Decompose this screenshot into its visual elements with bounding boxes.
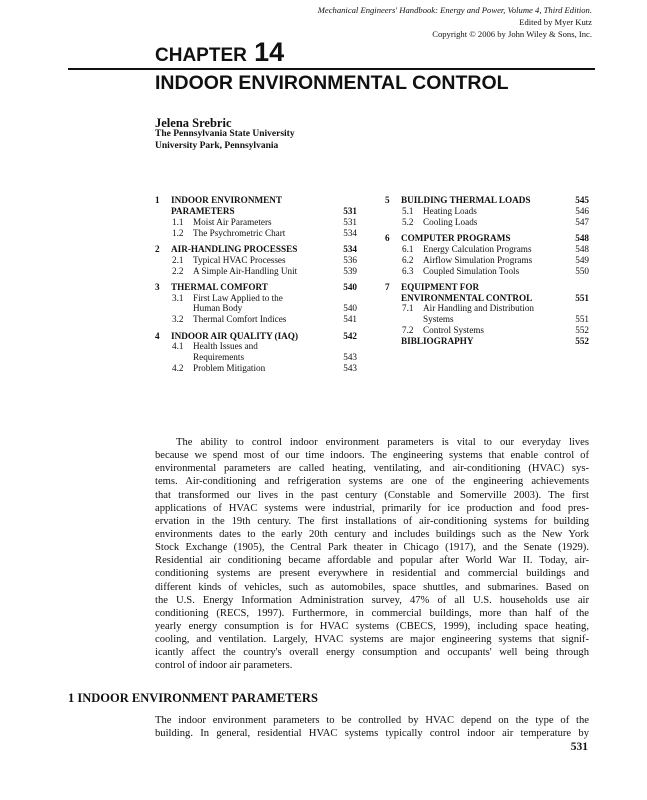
toc-page: 549 <box>575 254 589 265</box>
toc-label[interactable]: Air Handling and Distribution <box>423 303 535 314</box>
toc-label[interactable]: Problem Mitigation <box>193 363 266 374</box>
toc-page: 540 <box>343 281 357 292</box>
toc-page: 534 <box>343 243 357 254</box>
toc-page: 541 <box>343 314 357 325</box>
toc-label[interactable]: EQUIPMENT FOR <box>401 281 480 292</box>
toc-number: 4.1 <box>172 341 184 352</box>
toc-number: 5.2 <box>402 216 414 227</box>
toc-label[interactable]: Requirements <box>193 352 245 363</box>
toc-number: 3.2 <box>172 314 184 325</box>
chapter-title: INDOOR ENVIRONMENTAL CONTROL <box>155 72 509 94</box>
copyright-line: Copyright © 2006 by John Wiley & Sons, Inc. <box>432 29 592 39</box>
text-line: that transformed our lives in the past century (Constable and Somerville 2003). The first <box>155 489 589 501</box>
text-line: The indoor environment parameters to be controlled by HVAC depend on the type of the <box>155 715 589 726</box>
toc-number: 5 <box>385 195 390 205</box>
toc-number: 4 <box>155 330 160 341</box>
text-line: tems. Air-conditioning and refrigeration systems are one of the engineering achievements <box>155 476 589 488</box>
toc-page: 542 <box>343 330 357 341</box>
toc-number: 2.1 <box>172 254 184 265</box>
toc-number: 3.1 <box>172 292 184 303</box>
toc-page: 548 <box>575 232 589 243</box>
toc-label[interactable]: THERMAL COMFORT <box>171 281 268 292</box>
toc-label[interactable]: Control Systems <box>423 325 485 336</box>
author-name: Jelena Srebric <box>155 116 232 130</box>
toc-number: 6.1 <box>402 243 414 254</box>
toc-page: 548 <box>575 243 589 254</box>
text-line: different kinds of vehicles, such as automobiles, space shuttles, and submarines. Based on <box>155 581 589 593</box>
toc-label[interactable]: Health Issues and <box>193 341 258 352</box>
author-affiliation-2: University Park, Pennsylvania <box>155 141 279 151</box>
toc-page: 540 <box>343 303 357 314</box>
toc-label[interactable]: Human Body <box>193 303 243 314</box>
section-heading: 1 INDOOR ENVIRONMENT PARAMETERS <box>68 691 318 705</box>
text-line: cooling, and ventilation. Largely, HVAC systems are major engineering systems that signif- <box>155 634 589 646</box>
text-line: ervation in the 19th century. The first installations of air-conditioning systems for building <box>155 515 589 527</box>
toc-number: 1.1 <box>172 216 184 227</box>
toc-label[interactable]: Airflow Simulation Programs <box>423 254 533 265</box>
toc-page: 539 <box>343 265 357 276</box>
toc-label[interactable]: INDOOR ENVIRONMENT <box>171 195 283 205</box>
section-1-paragraph <box>155 714 589 740</box>
toc-number: 5.1 <box>402 205 414 216</box>
toc-number: 7.1 <box>402 303 414 314</box>
toc-number: 7 <box>385 281 390 292</box>
toc-label[interactable]: First Law Applied to the <box>193 292 283 303</box>
text-line: yearly energy consumption is for HVAC systems (CBECS, 1999), including space heating, <box>155 620 589 632</box>
chapter-label <box>155 37 284 68</box>
editor-line: Edited by Myer Kutz <box>519 17 592 27</box>
toc-number: 6.2 <box>402 254 414 265</box>
toc-page: 543 <box>343 352 357 363</box>
text-line: environmental parameters are called heating, ventilating, and air-conditioning (HVAC) sys- <box>155 463 589 475</box>
toc-label[interactable]: Moist Air Parameters <box>193 216 272 227</box>
text-line: icantly affect the country's overall energy consumption and occupants' well being through <box>155 647 589 659</box>
text-line: Stock Exchange (1905), the Central Park theater in Chicago (1917), and the Senate (1929). <box>155 542 589 554</box>
toc-label[interactable]: PARAMETERS <box>171 205 235 216</box>
toc-number: 2.2 <box>172 265 184 276</box>
toc-label[interactable]: BUILDING THERMAL LOADS <box>401 195 531 205</box>
toc-label[interactable]: BIBLIOGRAPHY <box>401 336 474 346</box>
toc-page: 552 <box>575 336 589 346</box>
toc-number: 3 <box>155 281 160 292</box>
text-line: building. In general, residential HVAC systems typically control indoor air temperature by <box>155 728 589 740</box>
text-line: control of indoor air parameters. <box>155 660 293 672</box>
toc-page: 551 <box>575 292 589 303</box>
toc-page: 547 <box>575 216 589 227</box>
toc-page: 545 <box>575 195 589 205</box>
toc-label[interactable]: The Psychrometric Chart <box>193 227 286 238</box>
toc-number: 4.2 <box>172 363 184 374</box>
toc-label[interactable]: ENVIRONMENTAL CONTROL <box>401 292 533 303</box>
book-header-line: Mechanical Engineers' Handbook: Energy and Power, Volume 4, Third Edition. <box>317 5 592 15</box>
page-number: 531 <box>570 741 588 753</box>
intro-paragraph <box>155 436 589 673</box>
toc-label[interactable]: Thermal Comfort Indices <box>193 314 287 325</box>
toc-page: 531 <box>343 216 357 227</box>
text-line: conditioning systems are present everywhere in residential and commercial buildings and <box>155 568 589 580</box>
chapter-number: 14 <box>254 37 285 67</box>
text-line: Residential air conditioning became affordable and popular after World War II. Today, air- <box>155 555 589 567</box>
toc-label[interactable]: Cooling Loads <box>423 216 478 227</box>
toc-label[interactable]: Energy Calculation Programs <box>423 243 532 254</box>
toc-number: 1 <box>155 195 160 205</box>
toc-label[interactable]: COMPUTER PROGRAMS <box>401 232 511 243</box>
text-line: because we spend most of our time indoors. The engineering systems that enable control of <box>155 450 589 462</box>
toc-page: 546 <box>575 205 589 216</box>
toc-label[interactable]: Heating Loads <box>423 205 477 216</box>
toc-number: 1.2 <box>172 227 184 238</box>
toc-page: 552 <box>575 325 589 336</box>
toc-page: 551 <box>575 314 589 325</box>
toc-label[interactable]: Systems <box>423 314 454 325</box>
toc-number: 7.2 <box>402 325 414 336</box>
toc-page: 531 <box>343 205 357 216</box>
text-line: the U.S. Energy Information Administration survey, 47% of all U.S. households use air <box>155 594 589 606</box>
toc-page: 534 <box>343 227 357 238</box>
toc-number: 6.3 <box>402 265 414 276</box>
toc-page: 543 <box>343 363 357 374</box>
toc-page: 550 <box>575 265 589 276</box>
text-line: environments dates to the early 20th century and includes buildings such as the New York <box>155 528 589 540</box>
toc-label[interactable]: Coupled Simulation Tools <box>423 265 520 276</box>
toc-number: 6 <box>385 232 390 243</box>
toc-page: 536 <box>343 254 357 265</box>
toc-label[interactable]: AIR-HANDLING PROCESSES <box>171 243 298 254</box>
text-line: applications of HVAC systems were industrial, primarily for ice production and food pres- <box>155 502 589 514</box>
chapter-rule <box>68 68 595 70</box>
text-line: conditioning (RECS, 1997). Furthermore, in commercial buildings, more than half of the <box>155 607 589 619</box>
toc-label[interactable]: INDOOR AIR QUALITY (IAQ) <box>171 330 299 341</box>
toc-label[interactable]: Typical HVAC Processes <box>193 254 286 265</box>
toc-label[interactable]: A Simple Air-Handling Unit <box>193 265 298 276</box>
toc-number: 2 <box>155 243 160 254</box>
author-affiliation-1: The Pennsylvania State University <box>155 129 295 139</box>
text-line: The ability to control indoor environment parameters is vital to our everyday lives <box>176 437 589 448</box>
chapter-word: CHAPTER <box>155 45 247 66</box>
